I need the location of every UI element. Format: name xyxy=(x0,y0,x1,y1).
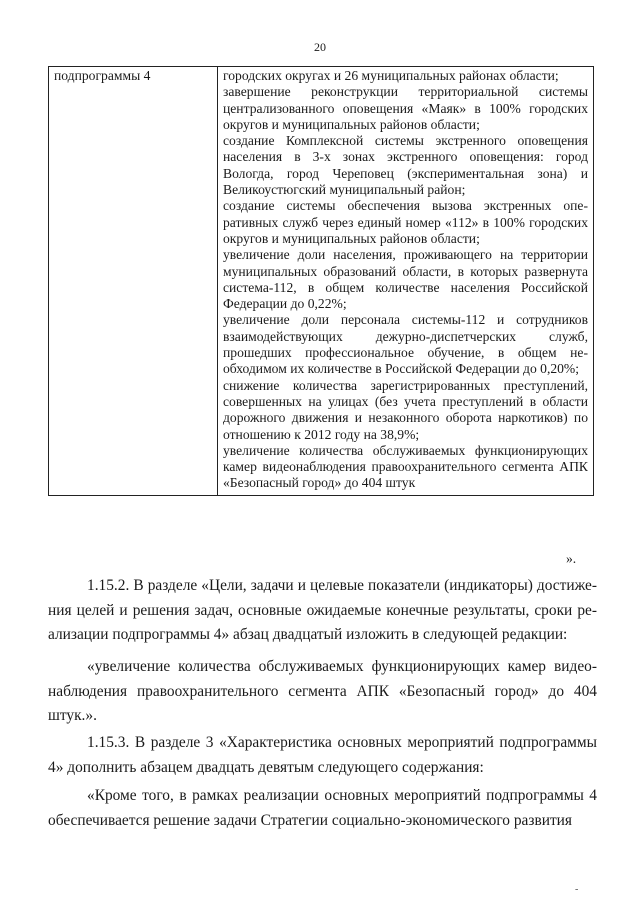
table-item: снижение количества зарегистрированных преступлений, совершенных на улицах (без учета преступлений в области дорожного движения и незаконного оборота наркотиков) по отношению к 2012 году на 38,9%; xyxy=(223,377,588,442)
paragraph-1-15-3 xyxy=(48,731,597,780)
table-item: увеличение доли персонала системы-112 и сотрудников взаимодействующих дежурно-диспетчерских служб, прошедших профессиональное обучение, в общем необходимом их количестве в Российской Федерации до 0,20%; xyxy=(223,312,588,377)
table-item: создание Комплексной системы экстренного оповещения населения в 3-х зонах экстренного оповещения: город Вологда, город Череповец (экспериментальная зона) и Великоустюгский муниципальный район; xyxy=(223,133,588,198)
table-right-cell xyxy=(218,67,594,496)
indicators-table xyxy=(48,66,594,496)
page-number: 20 xyxy=(314,40,326,54)
paragraph-quote-cameras xyxy=(48,655,597,729)
table-left-cell: подпрограммы 4 xyxy=(49,67,218,496)
corner-mark: - xyxy=(575,884,579,895)
closing-quote: ». xyxy=(566,551,577,566)
paragraph-quote-strategy xyxy=(48,784,597,833)
table-item: городских округах и 26 муниципальных районах области; xyxy=(223,68,559,83)
paragraph-text: «увеличение количества обслуживаемых функционирующих камер видеонаблюдения правоохранительного сегмента АПК «Безопасный город» до 404 штук.». xyxy=(48,658,597,724)
table-item: увеличение доли населения, проживающего на территории муниципальных образований области, в которых развернута система-112, в общем количестве населения Российской Федерации до 0,22%; xyxy=(223,247,588,312)
paragraph-text: 1.15.2. В разделе «Цели, задачи и целевые показатели (индикаторы) достижения целей и решения задач, основные ожидаемые конечные результаты, сроки реализации подпрограммы 4» абзац двадцатый изложить в следующей редакции: xyxy=(48,577,597,643)
table-item: создание системы обеспечения вызова экстренных оперативных служб через единый номер «112» в 100% городских округов и муниципальных районов области; xyxy=(223,198,588,246)
table-row xyxy=(49,67,594,496)
table-item: увеличение количества обслуживаемых функционирующих камер видеонаблюдения правоохранительного сегмента АПК «Безопасный город» до 404 штук xyxy=(223,442,588,491)
paragraph-1-15-2 xyxy=(48,574,597,648)
table-item: завершение реконструкции территориальной системы централизованного оповещения «Маяк» в 100% городских округов и муниципальных районов области; xyxy=(223,84,588,132)
paragraph-text: 1.15.3. В разделе 3 «Характеристика основных мероприятий подпрограммы 4» дополнить абзацем двадцать девятым следующего содержания: xyxy=(48,734,597,776)
paragraph-text: «Кроме того, в рамках реализации основных мероприятий подпрограммы 4 обеспечивается решение задачи Стратегии социально-экономического развития xyxy=(48,787,597,829)
